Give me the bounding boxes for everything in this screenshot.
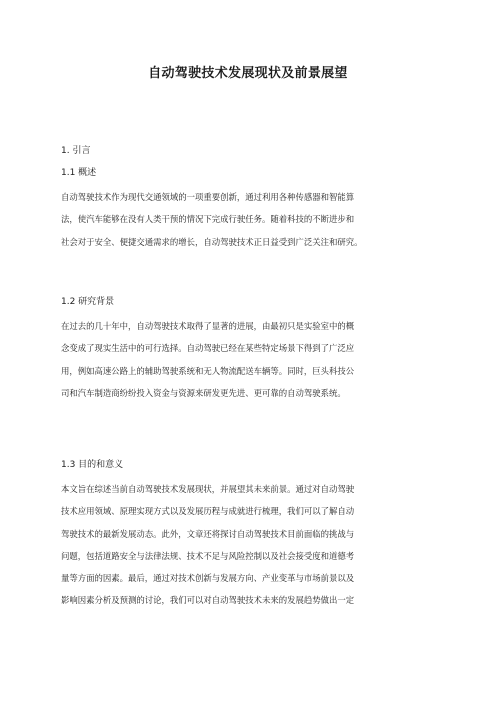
paragraph-line: 社会对于安全、便捷交通需求的增长，自动驾驶技术正日益受到广泛关注和研究。 (61, 236, 363, 247)
section-background (61, 295, 436, 404)
section-heading-1-1: 1.1 概述 (61, 168, 97, 178)
paragraph-line: 本文旨在综述当前自动驾驶技术发展现状，并展望其未来前景。通过对自动驾驶 (61, 484, 355, 494)
paragraph-purpose (61, 478, 436, 612)
paragraph-overview (61, 186, 436, 253)
paragraph-line: 影响因素分析及预测的讨论，我们可以对自动驾驶技术未来的发展趋势做出一定 (61, 595, 355, 606)
document-title: 自动驾驶技术发展现状及前景展望 (148, 66, 348, 81)
paragraph-line: 技术应用领域、原理实现方式以及发展历程与成就进行梳理，我们可以了解自动 (61, 506, 355, 517)
paragraph-line: 驾驶技术的最新发展动态。此外，文章还将探讨自动驾驶技术目前面临的挑战与 (61, 528, 355, 539)
paragraph-line: 法，使汽车能够在没有人类干预的情况下完成行驶任务。随着科技的不断进步和 (61, 214, 355, 225)
paragraph-line: 念变成了现实生活中的可行选择。自动驾驶已经在某些特定场景下得到了广泛应 (61, 343, 355, 354)
paragraph-line: 在过去的几十年中，自动驾驶技术取得了显著的进展，由最初只是实验室中的概 (61, 321, 355, 331)
section-intro (61, 144, 436, 158)
paragraph-line: 问题，包括道路安全与法律法规、技术不足与风险控制以及社会接受度和道德考 (61, 550, 355, 561)
paragraph-line: 司和汽车制造商纷纷投入资金与资源来研发更先进、更可靠的自动驾驶系统。 (61, 387, 346, 398)
section-heading-1-3: 1.3 目的和意义 (61, 460, 124, 470)
section-purpose (61, 458, 436, 612)
paragraph-line: 量等方面的因素。最后，通过对技术创新与发展方向、产业变革与市场前景以及 (61, 573, 355, 584)
paragraph-line: 自动驾驶技术作为现代交通领域的一项重要创新，通过利用各种传感器和智能算 (61, 192, 355, 202)
section-heading-1: 1. 引言 (61, 146, 91, 156)
section-heading-1-2: 1.2 研究背景 (61, 297, 115, 307)
section-overview (61, 166, 436, 253)
paragraph-background (61, 315, 436, 404)
paragraph-line: 用，例如高速公路上的辅助驾驶系统和无人物流配送车辆等。同时，巨头科技公 (61, 365, 355, 376)
